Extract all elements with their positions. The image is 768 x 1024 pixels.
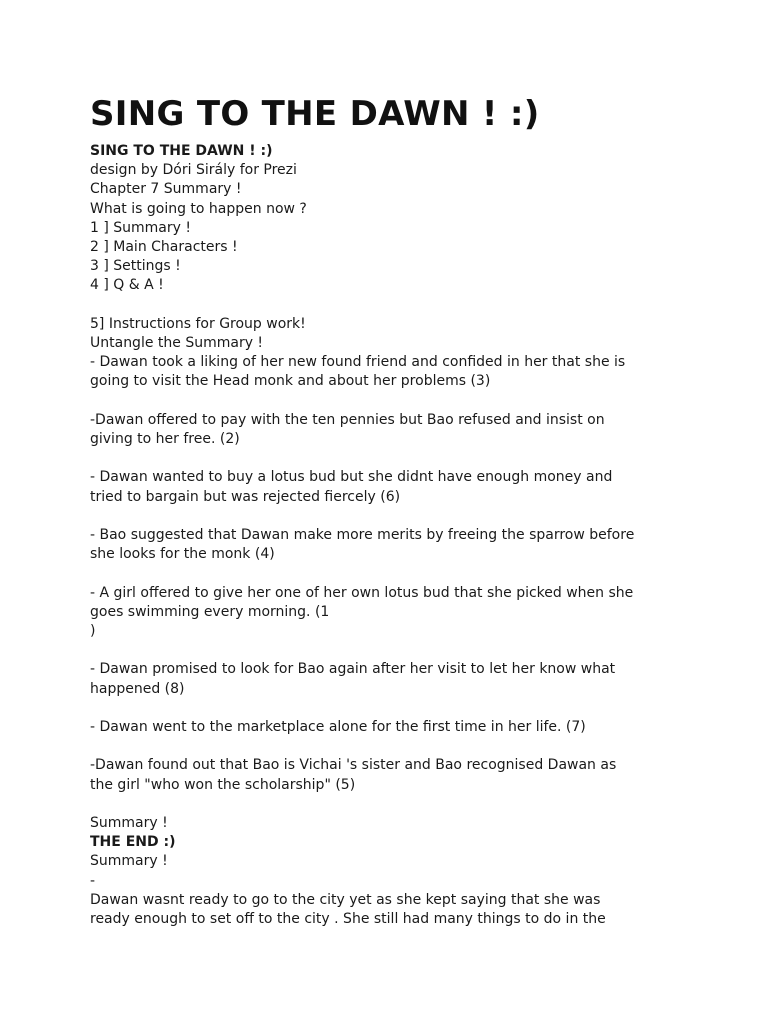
blank-line bbox=[90, 564, 690, 583]
text-line: tried to bargain but was rejected fiercely (6) bbox=[90, 488, 401, 505]
text-line: - Dawan promised to look for Bao again after her visit to let her know what bbox=[90, 661, 616, 678]
blank-line bbox=[90, 795, 690, 814]
text-line: -Dawan found out that Bao is Vichai 's sister and Bao recognised Dawan as bbox=[90, 757, 617, 774]
blank-line bbox=[90, 392, 690, 411]
text-line: -Dawan offered to pay with the ten pennies but Bao refused and insist on bbox=[90, 411, 605, 428]
document-page bbox=[90, 92, 690, 929]
blank-line bbox=[90, 507, 690, 526]
text-line: the girl "who won the scholarship" (5) bbox=[90, 776, 356, 793]
text-line: Summary ! bbox=[90, 814, 168, 831]
text-line: giving to her free. (2) bbox=[90, 431, 240, 448]
text-line: THE END :) bbox=[90, 834, 176, 851]
text-line: Summary ! bbox=[90, 853, 168, 870]
text-line: - Bao suggested that Dawan make more merits by freeing the sparrow before bbox=[90, 527, 635, 543]
text-line: 3 ] Settings ! bbox=[90, 258, 181, 275]
text-line: design by Dóri Sirály for Prezi bbox=[90, 162, 297, 179]
blank-line bbox=[90, 699, 690, 718]
document-title: SING TO THE DAWN ! :) bbox=[90, 94, 540, 134]
blank-line bbox=[90, 449, 690, 468]
text-line: happened (8) bbox=[90, 680, 185, 697]
text-line: ) bbox=[90, 623, 96, 639]
blank-line bbox=[90, 641, 690, 660]
text-line: SING TO THE DAWN ! :) bbox=[90, 143, 273, 159]
text-line: 5] Instructions for Group work! bbox=[90, 315, 306, 332]
text-line: - Dawan went to the marketplace alone for the first time in her life. (7) bbox=[90, 718, 586, 735]
text-line: 1 ] Summary ! bbox=[90, 219, 191, 236]
text-line: 2 ] Main Characters ! bbox=[90, 239, 238, 256]
blank-line bbox=[90, 737, 690, 756]
text-line: - Dawan took a liking of her new found friend and confided in her that she is bbox=[90, 354, 626, 371]
text-line: Untangle the Summary ! bbox=[90, 335, 264, 352]
text-line: going to visit the Head monk and about her problems (3) bbox=[90, 373, 491, 390]
text-line: 4 ] Q & A ! bbox=[90, 277, 164, 294]
text-line: What is going to happen now ? bbox=[90, 200, 307, 217]
text-line: Chapter 7 Summary ! bbox=[90, 181, 242, 198]
text-line: goes swimming every morning. (1 bbox=[90, 603, 330, 620]
text-line: she looks for the monk (4) bbox=[90, 546, 275, 563]
text-line: ready enough to set off to the city . She still had many things to do in the bbox=[90, 910, 606, 927]
text-line: - Dawan wanted to buy a lotus bud but she didnt have enough money and bbox=[90, 469, 613, 486]
text-line: Dawan wasnt ready to go to the city yet as she kept saying that she was bbox=[90, 891, 601, 908]
text-line: - bbox=[90, 872, 96, 889]
document-body bbox=[90, 142, 690, 929]
text-line: - A girl offered to give her one of her own lotus bud that she picked when she bbox=[90, 584, 634, 601]
blank-line bbox=[90, 296, 690, 315]
